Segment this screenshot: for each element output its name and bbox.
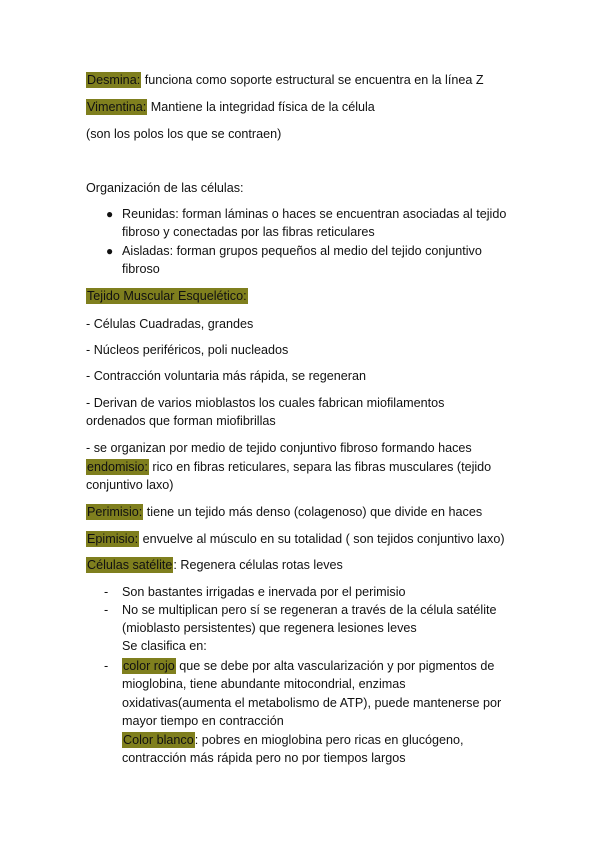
org-item-1-line2: fibroso y conectadas por las fibras reticulares bbox=[122, 225, 375, 239]
desmina-line bbox=[86, 72, 484, 88]
epimisio-text: envuelve al músculo en su totalidad ( son tejidos conjuntivo laxo) bbox=[139, 532, 505, 546]
rojo-term: color rojo bbox=[123, 659, 175, 673]
rojo-text: que se debe por alta vascularización y por pigmentos de bbox=[175, 659, 495, 673]
endomisio-term: endomisio: bbox=[87, 460, 148, 474]
sat-item-b2: (mioblasto persistentes) que regenera lesiones leves bbox=[122, 621, 417, 635]
satelite-line bbox=[86, 557, 343, 573]
org-por-line1: - se organizan por medio de tejido conjuntivo fibroso formando haces bbox=[86, 441, 472, 455]
dash-marker: - bbox=[104, 585, 109, 599]
tme-heading bbox=[86, 288, 248, 304]
desmina-text: funciona como soporte estructural se encuentra en la línea Z bbox=[141, 73, 484, 87]
epimisio-term: Epimisio: bbox=[87, 532, 139, 546]
org-item-2-line2: fibroso bbox=[122, 262, 160, 276]
blanco-text: : pobres en mioglobina pero ricas en glucógeno, bbox=[194, 733, 464, 747]
desmina-term: Desmina: bbox=[87, 73, 141, 87]
org-item-1-line1: Reunidas: forman láminas o haces se encuentran asociadas al tejido bbox=[122, 207, 507, 221]
tme-line-3: - Contracción voluntaria más rápida, se regeneran bbox=[86, 369, 367, 383]
perimisio-text: tiene un tejido más denso (colagenoso) que divide en haces bbox=[143, 505, 483, 519]
bullet-icon: ● bbox=[106, 207, 114, 221]
org-item-2-line1: Aisladas: forman grupos pequeños al medio del tejido conjuntivo bbox=[122, 244, 482, 258]
rojo-line3: oxidativas(aumenta el metabolismo de ATP), puede mantenerse por bbox=[122, 696, 502, 710]
rojo-line2: mioglobina, tiene abundante mitocondrial, enzimas bbox=[122, 677, 406, 691]
dash-marker: - bbox=[104, 659, 109, 673]
perimisio-line bbox=[86, 504, 482, 520]
satelite-text: : Regenera células rotas leves bbox=[173, 558, 343, 572]
tme-line-2: - Núcleos periféricos, poli nucleados bbox=[86, 343, 289, 357]
blanco-line2: contracción más rápida pero no por tiempos largos bbox=[122, 751, 406, 765]
satelite-term: Células satélite bbox=[87, 558, 173, 572]
sat-item-b3: Se clasifica en: bbox=[122, 639, 207, 653]
vimentina-text: Mantiene la integridad física de la célula bbox=[147, 100, 375, 114]
dash-marker: - bbox=[104, 603, 109, 617]
bullet-icon: ● bbox=[106, 244, 114, 258]
blanco-line1 bbox=[122, 732, 464, 748]
vimentina-term: Vimentina: bbox=[87, 100, 147, 114]
sat-item-b1: No se multiplican pero sí se regeneran a través de la célula satélite bbox=[122, 603, 497, 617]
blanco-term: Color blanco bbox=[123, 733, 194, 747]
rojo-line4: mayor tiempo en contracción bbox=[122, 714, 284, 728]
sat-item-a: Son bastantes irrigadas e inervada por el perimisio bbox=[122, 585, 406, 599]
deriv-line2: ordenados que forman miofibrillas bbox=[86, 414, 276, 428]
org-heading: Organización de las células: bbox=[86, 181, 244, 195]
endomisio-line bbox=[86, 459, 491, 475]
tme-heading-text: Tejido Muscular Esquelético: bbox=[87, 289, 247, 303]
polos-note: (son los polos los que se contraen) bbox=[86, 127, 282, 141]
deriv-line1: - Derivan de varios mioblastos los cuales fabrican miofilamentos bbox=[86, 396, 445, 410]
rojo-line1 bbox=[122, 658, 494, 674]
tme-line-1: - Células Cuadradas, grandes bbox=[86, 317, 254, 331]
vimentina-line bbox=[86, 99, 375, 115]
endomisio-text: rico en fibras reticulares, separa las fibras musculares (tejido bbox=[148, 460, 492, 474]
perimisio-term: Perimisio: bbox=[87, 505, 143, 519]
org-por-line3: conjuntivo laxo) bbox=[86, 478, 174, 492]
epimisio-line bbox=[86, 531, 505, 547]
